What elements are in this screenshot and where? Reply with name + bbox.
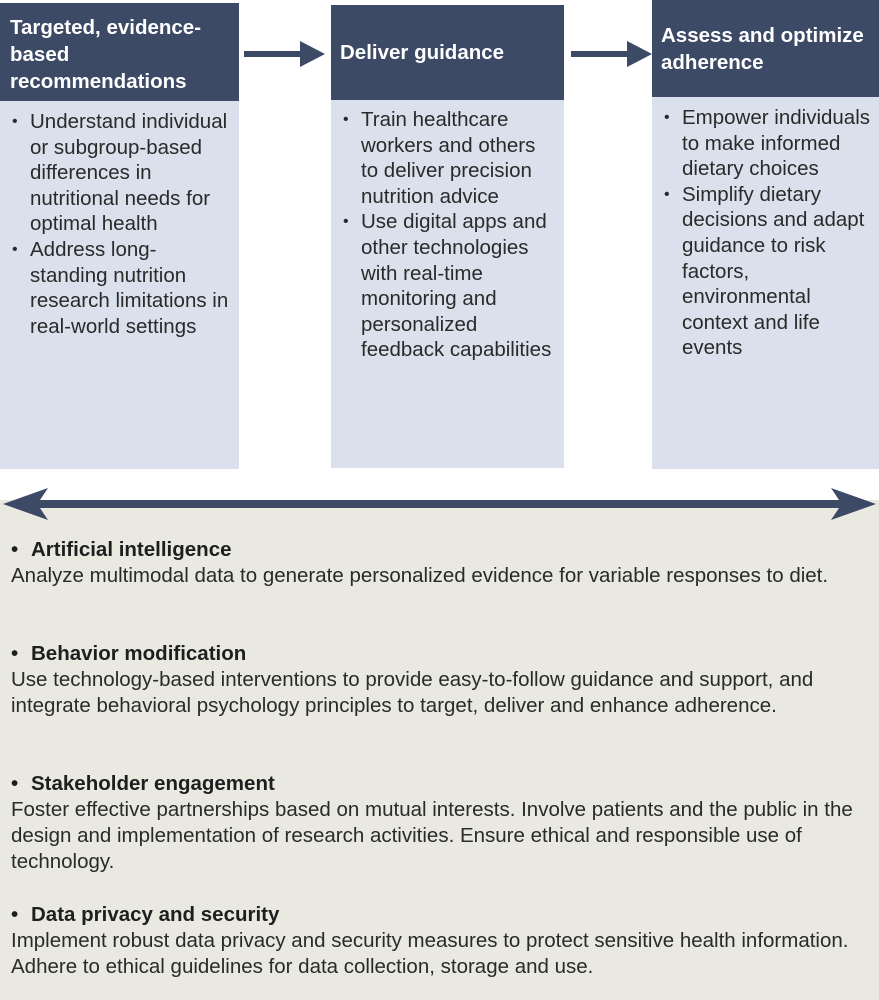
- item-description: Implement robust data privacy and security measures to protect sensitive health information. Adhere to ethical guidelines for data collection, storage and use.: [11, 929, 849, 978]
- column-bullet: • Train healthcare workers and others to deliver precision nutrition advice: [341, 107, 556, 209]
- bottom-item-data-privacy: [11, 902, 873, 980]
- column-bullet: • Address long-standing nutrition research limitations in real-world settings: [10, 237, 231, 339]
- column-title: Targeted, evidence-based recommendations: [0, 3, 239, 101]
- column-deliver-guidance: [331, 5, 564, 468]
- item-title: Behavior modification: [31, 642, 247, 665]
- item-description: Foster effective partnerships based on mutual interests. Involve patients and the public in the design and implementation of research activities. Ensure ethical and responsible use of technology.: [11, 798, 853, 873]
- bullet-icon: •: [11, 538, 19, 561]
- bottom-item-behavior-modification: [11, 641, 873, 719]
- bottom-item-artificial-intelligence: [11, 537, 873, 589]
- item-title: Data privacy and security: [31, 903, 280, 926]
- bullet-icon: •: [11, 903, 19, 926]
- item-description: Analyze multimodal data to generate personalized evidence for variable responses to diet.: [11, 564, 829, 587]
- bottom-item-stakeholder-engagement: [11, 771, 873, 875]
- column-body: [0, 101, 239, 469]
- item-description: Use technology-based interventions to provide easy-to-follow guidance and support, and integrate behavioral psychology principles to target, deliver and enhance adherence.: [11, 668, 814, 717]
- column-body: [331, 100, 564, 468]
- column-bullet: • Understand individual or subgroup-based differences in nutritional needs for optimal health: [10, 109, 231, 237]
- double-arrow-icon: [0, 486, 879, 522]
- right-arrow-icon: [244, 40, 326, 68]
- column-bullet: • Empower individuals to make informed dietary choices: [662, 105, 871, 182]
- column-bullet: • Simplify dietary decisions and adapt guidance to risk factors, environmental context and life events: [662, 182, 871, 361]
- bullet-icon: •: [11, 642, 19, 665]
- column-title: Assess and optimize adherence: [652, 0, 879, 97]
- column-body: [652, 97, 879, 469]
- column-assess-adherence: [652, 0, 879, 469]
- bullet-icon: •: [11, 772, 19, 795]
- right-arrow-icon: [571, 40, 653, 68]
- item-title: Stakeholder engagement: [31, 772, 275, 795]
- column-title: Deliver guidance: [331, 5, 564, 100]
- column-targeted-recommendations: [0, 3, 239, 469]
- column-bullet: • Use digital apps and other technologies with real-time monitoring and personalized feedback capabilities: [341, 209, 556, 363]
- item-title: Artificial intelligence: [31, 538, 232, 561]
